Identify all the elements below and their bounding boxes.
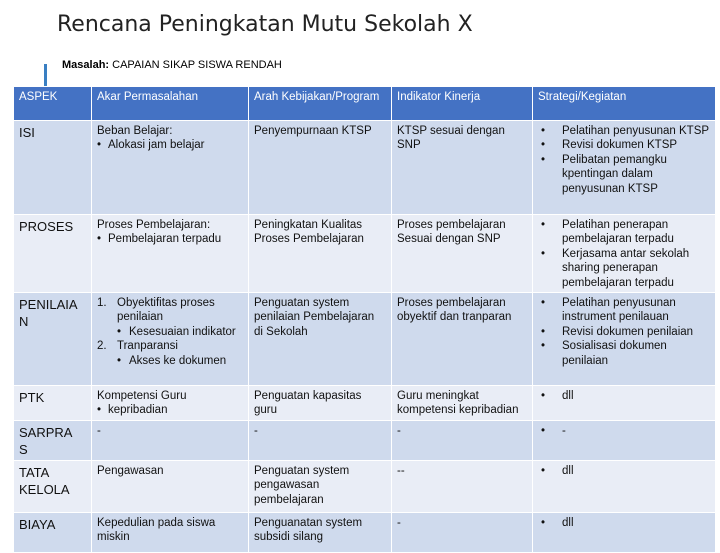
akar-title: Beban Belajar: <box>97 125 173 137</box>
list-item: • Pembelajaran terpadu <box>97 232 243 246</box>
list-item: • dll <box>538 464 710 478</box>
list-item: • Kesesuaian indikator <box>97 325 243 339</box>
cell-indikator: - <box>392 420 533 460</box>
cell-aspek: PTK <box>14 386 92 421</box>
list-item: • - <box>538 424 710 438</box>
list-item <box>97 296 243 339</box>
cell-akar: - <box>92 420 249 460</box>
cell-arah: Penguatan kapasitas guru <box>249 386 392 421</box>
list-item: • dll <box>538 389 710 403</box>
akar-title: Kompetensi Guru <box>97 390 187 403</box>
table-row <box>14 293 716 386</box>
header-akar: Akar Permasalahan <box>92 87 249 121</box>
cell-aspek: PENILAIAN <box>14 293 92 386</box>
list-item: • Pelatihan penyusunan instrument penilauan <box>538 296 710 325</box>
list-text: Tranparansi <box>117 340 178 353</box>
list-number: 2. <box>97 340 107 353</box>
cell-akar: Kepedulian pada siswa miskin <box>92 512 249 552</box>
accent-bar <box>44 64 47 86</box>
cell-strategi <box>533 215 716 293</box>
cell-arah: Penguatan system penilaian Pembelajaran di Sekolah <box>249 293 392 386</box>
cell-strategi <box>533 460 716 512</box>
page-title: Rencana Peningkatan Mutu Sekolah X <box>57 12 473 37</box>
table-row <box>14 386 716 421</box>
cell-aspek <box>14 420 92 460</box>
problem-label: Masalah: <box>62 59 110 71</box>
cell-aspek: ISI <box>14 121 92 215</box>
cell-akar <box>92 386 249 421</box>
cell-indikator: Proses pembelajaran obyektif dan tranparan <box>392 293 533 386</box>
cell-indikator: - <box>392 512 533 552</box>
table-header-row <box>14 87 716 121</box>
cell-arah: Peningkatan Kualitas Proses Pembelajaran <box>249 215 392 293</box>
cell-strategi <box>533 293 716 386</box>
list-item: • dll <box>538 516 710 530</box>
table-row <box>14 512 716 552</box>
table-row <box>14 460 716 512</box>
list-text: Obyektifitas proses penilaian <box>117 297 215 324</box>
cell-arah: Penguanatan system subsidi silang <box>249 512 392 552</box>
list-item: • Kerjasama antar sekolah sharing penerapan pembelajaran terpadu <box>538 247 710 290</box>
cell-akar <box>92 215 249 293</box>
cell-aspek: TATA KELOLA <box>14 460 92 512</box>
problem-value: CAPAIAN SIKAP SISWA RENDAH <box>112 59 282 71</box>
list-item: • Pelibatan pemangku kpentingan dalam penyusunan KTSP <box>538 153 710 196</box>
table-row <box>14 121 716 215</box>
header-aspek: ASPEK <box>14 87 92 121</box>
header-indikator: Indikator Kinerja <box>392 87 533 121</box>
table-row <box>14 215 716 293</box>
header-arah: Arah Kebijakan/Program <box>249 87 392 121</box>
cell-arah: - <box>249 420 392 460</box>
cell-strategi <box>533 512 716 552</box>
cell-strategi <box>533 386 716 421</box>
list-item: • Revisi dokumen penilaian <box>538 325 710 339</box>
cell-akar: Pengawasan <box>92 460 249 512</box>
list-item: • Pelatihan penyusunan KTSP <box>538 124 710 138</box>
cell-akar <box>92 121 249 215</box>
cell-aspek: PROSES <box>14 215 92 293</box>
list-item: • Akses ke dokumen <box>97 354 243 368</box>
akar-title: Proses Pembelajaran: <box>97 219 211 231</box>
cell-arah: Penyempurnaan KTSP <box>249 121 392 215</box>
problem-statement <box>62 59 282 71</box>
cell-akar <box>92 293 249 386</box>
cell-indikator: -- <box>392 460 533 512</box>
list-item: • Sosialisasi dokumen penilaian <box>538 339 710 368</box>
aspek-text: SARPRAS <box>19 424 73 457</box>
quality-plan-table <box>13 86 716 553</box>
list-number: 1. <box>97 297 107 310</box>
list-item <box>97 339 243 368</box>
header-strategi: Strategi/Kegiatan <box>533 87 716 121</box>
table-row <box>14 420 716 460</box>
cell-indikator: KTSP sesuai dengan SNP <box>392 121 533 215</box>
cell-indikator: Proses pembelajaran Sesuai dengan SNP <box>392 215 533 293</box>
cell-strategi <box>533 121 716 215</box>
cell-indikator: Guru meningkat kompetensi kepribadian <box>392 386 533 421</box>
list-item: • Pelatihan penerapan pembelajaran terpadu <box>538 218 710 247</box>
list-item: • kepribadian <box>97 403 243 417</box>
cell-arah: Penguatan system pengawasan pembelajaran <box>249 460 392 512</box>
list-item: • Revisi dokumen KTSP <box>538 138 710 152</box>
list-item: • Alokasi jam belajar <box>97 138 243 152</box>
cell-aspek: BIAYA <box>14 512 92 552</box>
cell-strategi <box>533 420 716 460</box>
